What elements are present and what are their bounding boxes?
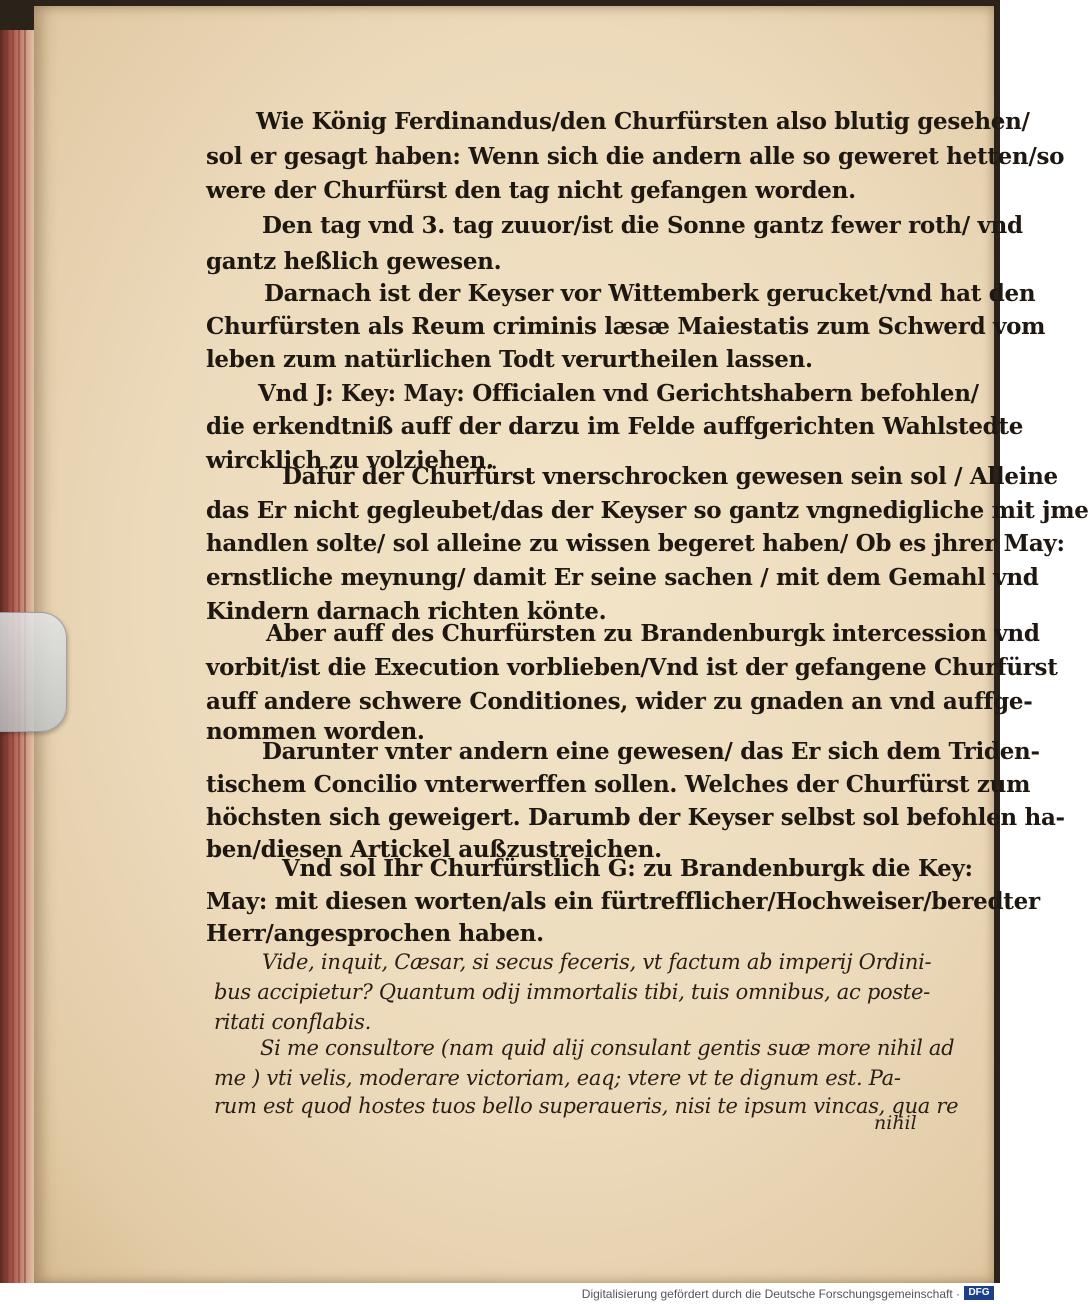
text-line: die erkendtniß auff der darzu im Felde auffgerichten Wahlstedte	[206, 413, 1024, 440]
text-line: gantz heßlich gewesen.	[206, 248, 502, 275]
latin-line: ritati conflabis.	[214, 1010, 371, 1034]
latin-line: rum est quod hostes tuos bello superaueris, nisi te ipsum vincas, qua re	[214, 1094, 959, 1118]
text-line: wircklich zu volziehen.	[206, 447, 494, 474]
text-line: ernstliche meynung/ damit Er seine sachen / mit dem Gemahl vnd	[206, 564, 1039, 591]
text-line: vorbit/ist die Execution vorblieben/Vnd ist der gefangene Churfürst	[206, 654, 1058, 681]
text-line: handlen solte/ sol alleine zu wissen begeret haben/ Ob es jhrer May:	[206, 530, 1065, 557]
text-line: May: mit diesen worten/als ein fürtrefflicher/Hochweiser/beredter	[206, 888, 1040, 915]
text-line: Herr/angesprochen haben.	[206, 920, 544, 947]
catchword: nihil	[874, 1112, 917, 1134]
text-line: Darnach ist der Keyser vor Wittemberk gerucket/vnd hat den	[264, 280, 1036, 307]
text-line: Dafür der Churfürst vnerschrocken gewesen sein sol / Alleine	[282, 463, 1058, 490]
latin-line: me ) vti velis, moderare victoriam, eaq; vtere vt te dignum est. Pa-	[214, 1066, 901, 1090]
text-line: Vnd J: Key: May: Officialen vnd Gerichtshabern befohlen/	[258, 380, 979, 407]
latin-line: Si me consultore (nam quid alij consulant gentis suæ more nihil ad	[260, 1036, 955, 1060]
footer	[0, 1283, 1000, 1304]
text-line: Kindern darnach richten könte.	[206, 598, 607, 625]
page-clip	[0, 612, 67, 732]
text-line: leben zum natürlichen Todt verurtheilen lassen.	[206, 346, 813, 373]
text-line: Churfürsten als Reum criminis læsæ Maiestatis zum Schwerd vom	[206, 313, 1046, 340]
text-line: ben/diesen Artickel außzustreichen.	[206, 836, 662, 863]
text-line: das Er nicht gegleubet/das der Keyser so gantz vngnedigliche mit jme	[206, 497, 1089, 524]
text-line: tischem Concilio vnterwerffen sollen. Welches der Churfürst zum	[206, 771, 1031, 798]
text-line: sol er gesagt haben: Wenn sich die andern alle so geweret hetten/so	[206, 143, 1065, 170]
text-line: Aber auff des Churfürsten zu Brandenburgk intercession vnd	[266, 620, 1040, 647]
text-line: nommen worden.	[206, 718, 425, 745]
text-line: auff andere schwere Conditiones, wider zu gnaden an vnd auffge-	[206, 688, 1033, 715]
text-line: Vnd sol Ihr Churfürstlich G: zu Brandenburgk die Key:	[282, 855, 973, 882]
text-line: Den tag vnd 3. tag zuuor/ist die Sonne gantz fewer roth/ vnd	[262, 212, 1023, 239]
text-line: were der Churfürst den tag nicht gefangen worden.	[206, 177, 856, 204]
latin-line: bus accipietur? Quantum odij immortalis tibi, tuis omnibus, ac poste-	[214, 980, 930, 1004]
funding-credit: Digitalisierung gefördert durch die Deutsche Forschungsgemeinschaft ·	[581, 1287, 960, 1301]
text-line: Darunter vnter andern eine gewesen/ das Er sich dem Triden-	[262, 738, 1040, 765]
text-line: Wie König Ferdinandus/den Churfürsten also blutig gesehen/	[256, 108, 1030, 135]
text-line: höchsten sich geweigert. Darumb der Keyser selbst sol befohlen ha-	[206, 804, 1065, 831]
dfg-logo: DFG	[964, 1286, 994, 1300]
latin-line: Vide, inquit, Cæsar, si secus feceris, vt factum ab imperij Ordini-	[262, 950, 932, 974]
